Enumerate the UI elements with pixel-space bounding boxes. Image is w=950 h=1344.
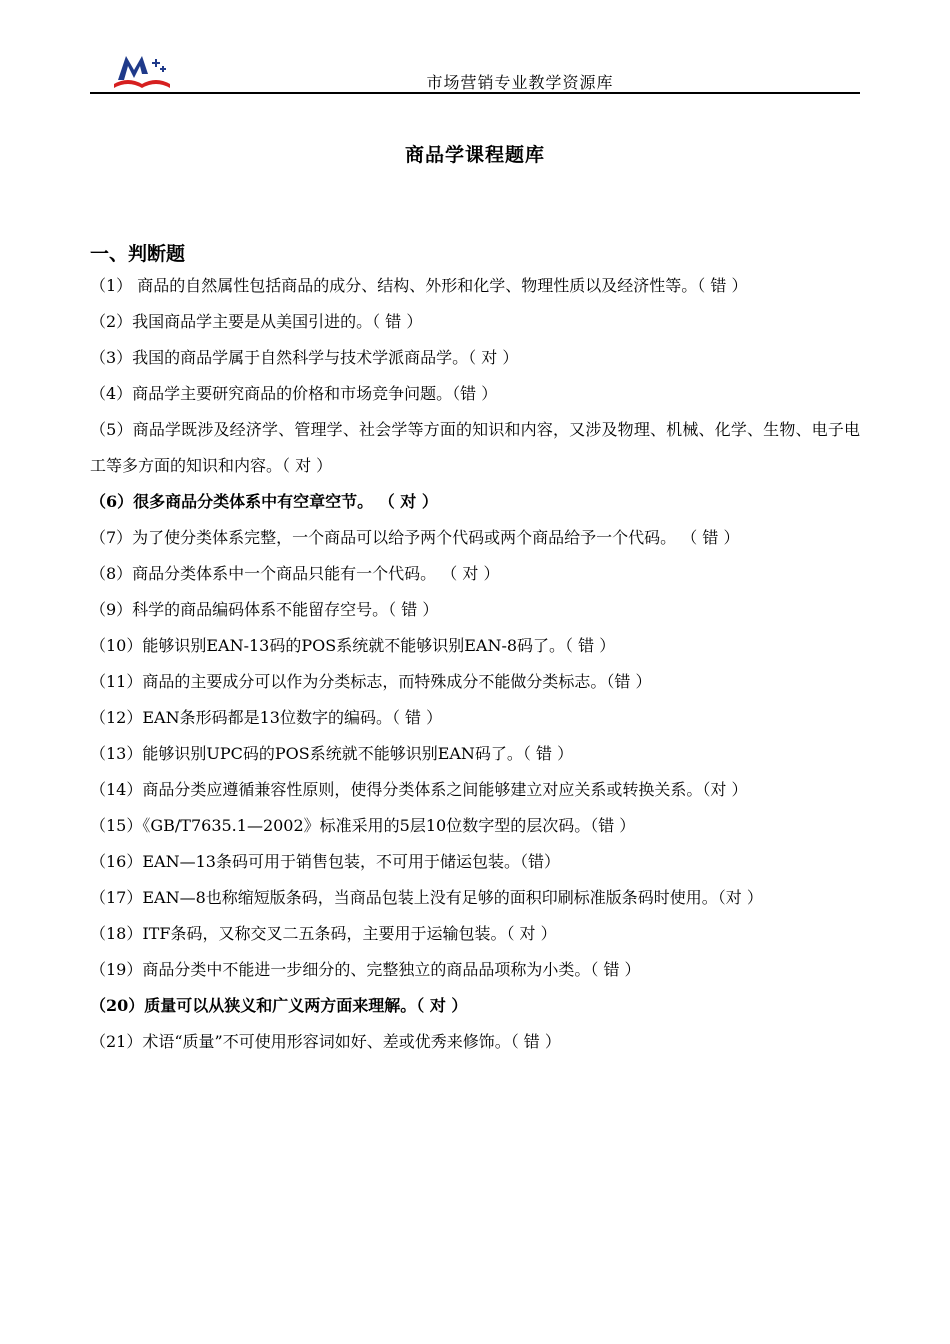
section-heading: 一、判断题	[90, 243, 186, 265]
question-item: （14）商品分类应遵循兼容性原则，使得分类体系之间能够建立对应关系或转换关系。（对 ）	[90, 780, 748, 799]
question-item: （3）我国的商品学属于自然科学与技术学派商品学。（ 对 ）	[90, 348, 519, 367]
question-item: （19）商品分类中不能进一步细分的、完整独立的商品品项称为小类。（ 错 ）	[90, 960, 641, 979]
question-item: （6）很多商品分类体系中有空章空节。 （ 对 ）	[90, 492, 438, 511]
question-item: （2）我国商品学主要是从美国引进的。（ 错 ）	[90, 312, 423, 331]
question-item: （10）能够识别EAN-13码的POS系统就不能够识别EAN-8码了。（ 错 ）	[90, 636, 616, 655]
question-item: （4）商品学主要研究商品的价格和市场竞争问题。（错 ）	[90, 384, 498, 403]
question-item: （9）科学的商品编码体系不能留存空号。（ 错 ）	[90, 600, 439, 619]
question-item: （21）术语“质量”不可使用形容词如好、差或优秀来修饰。（ 错 ）	[90, 1032, 561, 1051]
page-header	[90, 40, 860, 94]
question-item: （5）商品学既涉及经济学、管理学、社会学等方面的知识和内容，又涉及物理、机械、化学、生物、电子电工等多方面的知识和内容。（ 对 ）	[90, 420, 860, 475]
question-item: （20）质量可以从狭义和广义两方面来理解。（ 对 ）	[90, 996, 468, 1015]
question-item: （18）ITF条码，又称交叉二五条码，主要用于运输包装。（ 对 ）	[90, 924, 557, 943]
question-item: （1） 商品的自然属性包括商品的成分、结构、外形和化学、物理性质以及经济性等。（ 错 ）	[90, 276, 748, 295]
question-item: （17）EAN—8也称缩短版条码，当商品包装上没有足够的面积印刷标准版条码时使用。（对 ）	[90, 888, 763, 907]
question-item: （12）EAN条形码都是13位数字的编码。（ 错 ）	[90, 708, 443, 727]
question-item: （7）为了使分类体系完整，一个商品可以给予两个代码或两个商品给予一个代码。 （ 错 ）	[90, 528, 740, 547]
document-title: 商品学课程题库	[404, 144, 545, 166]
question-item: （15）《GB/T7635.1—2002》标准采用的5层10位数字型的层次码。（错 ）	[90, 816, 636, 835]
question-list	[90, 268, 860, 1060]
header-title: 市场营销专业教学资源库	[426, 73, 614, 92]
question-item: （13）能够识别UPC码的POS系统就不能够识别EAN码了。（ 错 ）	[90, 744, 574, 763]
question-item: （11）商品的主要成分可以作为分类标志，而特殊成分不能做分类标志。（错 ）	[90, 672, 652, 691]
question-item: （8）商品分类体系中一个商品只能有一个代码。 （ 对 ）	[90, 564, 500, 583]
question-item: （16）EAN—13条码可用于销售包装，不可用于储运包装。（错）	[90, 852, 560, 871]
